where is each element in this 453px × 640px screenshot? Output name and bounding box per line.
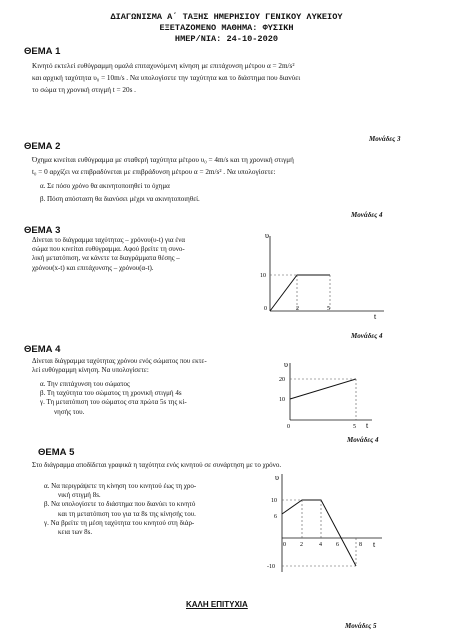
theme4-marks: Μονάδες 4: [347, 436, 379, 444]
theme5-ylabel: υ: [275, 473, 279, 482]
theme2-line2: t₀ = 0 αρχίζει να επιβραδύνεται με επιβράδυνση μέτρου α = 2m/s² . Να υπολογίσετε:: [32, 168, 276, 176]
theme5-vt-graph: [258, 468, 388, 580]
theme5-ytick-6: 6: [274, 514, 277, 520]
theme2-item-b: β. Πόση απόσταση θα διανύσει μέχρι να ακινητοποιηθεί.: [40, 195, 200, 203]
footer-good-luck: ΚΑΛΗ ΕΠΙΤΥΧΙΑ: [186, 600, 248, 609]
theme3-line2: σώμα που κινείται ευθύγραμμα. Αφού βρείτε τη συνο-: [32, 245, 185, 254]
theme2-marks: Μονάδες 4: [351, 211, 383, 219]
theme2-title: ΘΕΜΑ 2: [24, 141, 61, 152]
theme5-xtick-2: 2: [300, 542, 303, 548]
theme4-origin: 0: [287, 424, 290, 429]
theme1-text: [32, 61, 447, 95]
theme2-line1: Όχημα κινείται ευθύγραμμα με σταθερή ταχύτητα μέτρου υ₀ = 4m/s και τη χρονική στιγμή: [32, 156, 294, 164]
theme1-title: ΘΕΜΑ 1: [24, 46, 61, 57]
theme4-item-g: γ. Τη μετατόπιση του σώματος στα πρώτα 5s της κί-: [40, 398, 187, 407]
theme3-origin: 0: [264, 306, 267, 312]
theme3-xlabel: t: [374, 312, 377, 320]
theme5-item-a: α. Να περιγράψετε τη κίνηση του κινητού έως τη χρο-: [44, 482, 197, 490]
theme3-line4: χρόνου(x-t) και επιτάχυνσης – χρόνου(α-t).: [32, 263, 154, 272]
theme2-item-a: α. Σε πόσο χρόνο θα ακινητοποιηθεί το όχημα: [40, 182, 170, 190]
theme3-xtick-2: 2: [296, 306, 299, 312]
theme3-ytick-10: 10: [260, 273, 266, 279]
theme4-line2: λεί ευθύγραμμη κίνηση. Να υπολογίσετε:: [32, 366, 149, 375]
theme5-velocity-line: [282, 500, 356, 566]
theme1-line3: το σώμα τη χρονική στιγμή t = 20s .: [32, 86, 136, 94]
theme4-ylabel: υ: [284, 360, 288, 369]
theme5-xtick-4: 4: [319, 542, 322, 548]
theme5-item-a-cont: νική στιγμή 8s.: [58, 491, 101, 500]
theme5-marks: Μονάδες 5: [345, 622, 377, 630]
theme5-item-g: γ. Να βρείτε τη μέση ταχύτητα του κινητού στη διάρ-: [44, 518, 195, 527]
theme3-xtick-5: 5: [327, 306, 330, 312]
theme4-ytick-10: 10: [279, 397, 285, 403]
theme3-marks: Μονάδες 4: [351, 332, 383, 340]
theme1-line1: Κινητό εκτελεί ευθύγραμμη ομαλά επιταχυνόμενη κίνηση με επιτάχυνση μέτρου α = 2m/s²: [32, 62, 295, 70]
theme5-item-b: β. Να υπολογίσετε το διάστημα που διανύει το κινητό: [44, 500, 196, 509]
theme3-text: [32, 236, 257, 273]
exam-header-line1: ΔΙΑΓΩΝΙΣΜΑ Α΄ ΤΑΞΗΣ ΗΜΕΡΗΣΙΟΥ ΓΕΝΙΚΟΥ ΛΥΚΕΙΟΥ: [110, 12, 343, 22]
theme4-title: ΘΕΜΑ 4: [24, 344, 61, 355]
theme4-line1: Δίνεται διάγραμμα ταχύτητας χρόνου ενός σώματος που εκτε-: [32, 357, 207, 365]
theme5-item-b-cont: και τη μετατόπιση του για τα 8s της κίνησής του.: [58, 509, 196, 518]
theme3-title: ΘΕΜΑ 3: [24, 225, 61, 236]
theme3-velocity-line: [270, 275, 330, 311]
theme4-vt-graph: [276, 357, 376, 429]
theme4-text: [32, 357, 282, 375]
theme2-text: [32, 155, 447, 177]
theme5-intro: Στο διάγραμμα αποδίδεται γραφικά η ταχύτητα ενός κινητού σε συνάρτηση με το χρόνο.: [32, 461, 282, 469]
theme5-xtick-6: 6: [336, 542, 339, 548]
theme1-line2: και αρχική ταχύτητα υ₀ = 10m/s . Να υπολογίσετε την ταχύτητα και το διάστημα που διανύει: [32, 74, 301, 82]
theme5-xtick-8: 8: [359, 542, 362, 548]
theme5-title: ΘΕΜΑ 5: [38, 447, 75, 458]
theme4-xlabel: t: [366, 421, 369, 429]
theme3-line1: Δίνεται το διάγραμμα ταχύτητας – χρόνου(υ-t) για ένα: [32, 236, 186, 244]
theme4-xtick-5: 5: [353, 424, 356, 429]
theme4-items: [40, 380, 285, 417]
theme5-ytick-neg10: -10: [267, 564, 275, 570]
exam-subject: ΕΞΕΤΑΖΟΜΕΝΟ ΜΑΘΗΜΑ: ΦΥΣΙΚΗ: [159, 23, 294, 33]
theme5-xlabel: t: [373, 540, 376, 549]
theme5-ytick-10: 10: [271, 498, 277, 504]
theme4-ytick-20: 20: [279, 377, 285, 383]
theme1-marks: Μονάδες 3: [369, 135, 401, 143]
theme4-item-a: α. Την επιτάχυνση του σώματος: [40, 380, 130, 388]
theme5-item-g-cont: κεια των 8s.: [58, 528, 93, 537]
theme4-item-b: β. Τη ταχύτητα του σώματος τη χρονική στιγμή 4s: [40, 389, 182, 398]
theme3-vt-graph: [250, 228, 390, 320]
exam-date: ΗΜΕΡ/ΝΙΑ: 24-10-2020: [174, 34, 279, 44]
theme3-line3: λική μετατόπιση, να κάνετε τα διαγράμματα θέσης –: [32, 254, 180, 263]
theme4-item-g-cont: νησής του.: [54, 407, 85, 416]
theme3-ylabel: υ: [265, 231, 269, 240]
theme5-items: [44, 482, 274, 537]
theme4-velocity-line: [290, 379, 356, 399]
theme5-origin: 0: [283, 542, 286, 548]
